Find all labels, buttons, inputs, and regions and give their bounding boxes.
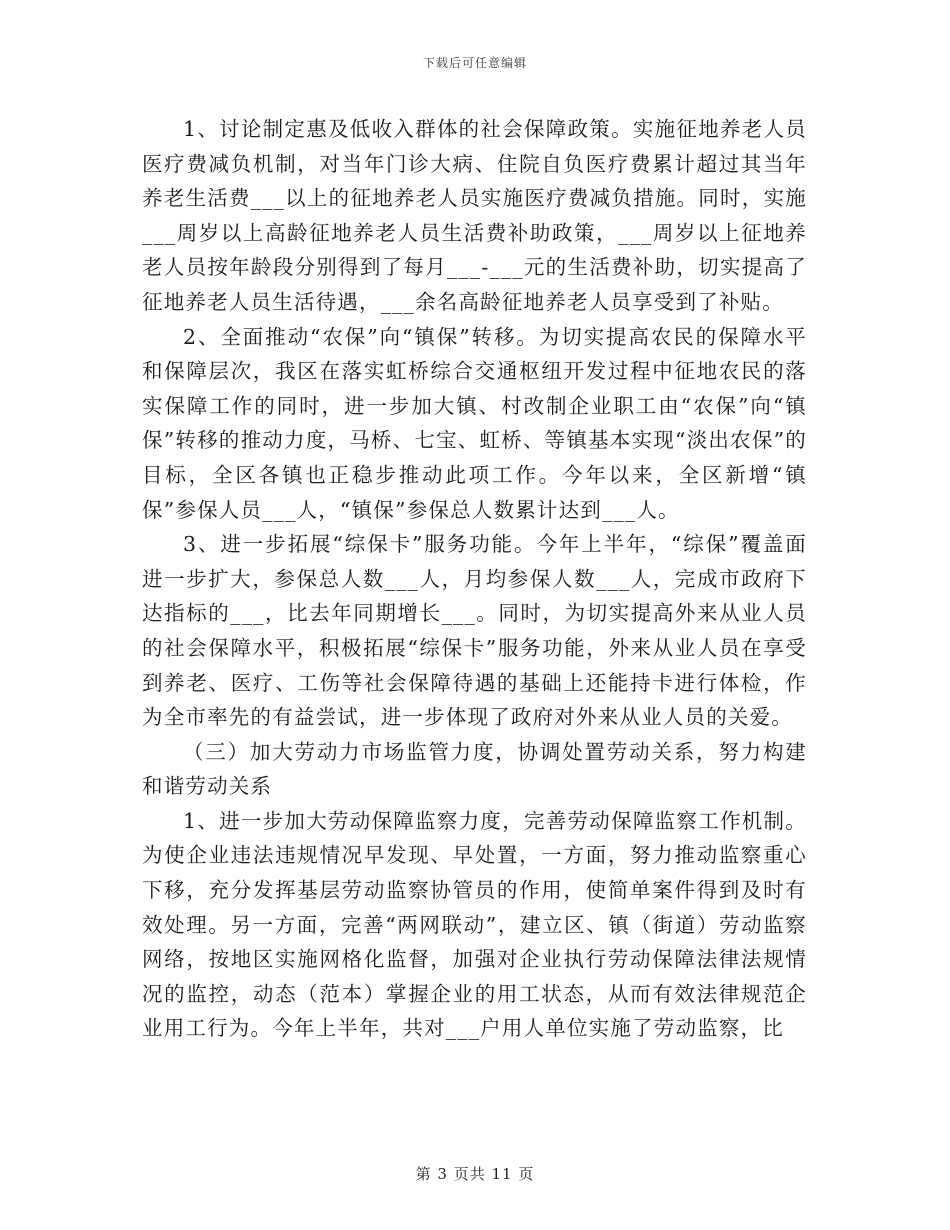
section-heading-labor-market: （三）加大劳动力市场监管力度，协调处置劳动关系，努力构建和谐劳动关系 <box>142 739 807 799</box>
page-header: 下载后可任意编辑 <box>422 56 527 70</box>
paragraph-zongbao-card: 3、进一步拓展“综保卡”服务功能。今年上半年，“综保”覆盖面进一步扩大，参保总人数___人，月均参保人数___人，完成市政府下达指标的___，比去年同期增长___。同时，为切实提高外来从业人员的社会保障水平，积极拓展“综保卡”服务功能，外来从业人员在享受到养老、医疗、工伤等社会保障待遇的基础上还能持卡进行体检，作为全市率先的有益尝试，进一步体现了政府对外来从业人员的关爱。 <box>142 532 807 730</box>
page-footer: 第 3 页共 11 页 <box>415 1165 535 1183</box>
paragraph-labor-inspection: 1、进一步加大劳动保障监察力度，完善劳动保障监察工作机制。为使企业违法违规情况早发现、早处置，一方面，努力推动监察重心下移，充分发挥基层劳动监察协管员的作用，使简单案件得到及时有效处理。另一方面，完善“两网联动”，建立区、镇（街道）劳动监察网络，按地区实施网格化监督，加强对企业执行劳动保障法律法规情况的监控，动态（范本）掌握企业的用工状态，从而有效法律规范企业用工行为。今年上半年，共对___户用人单位实施了劳动监察，比 <box>142 808 807 1041</box>
paragraph-nongbao-to-zhenbao: 2、全面推动“农保”向“镇保”转移。为切实提高农民的保障水平和保障层次，我区在落实虹桥综合交通枢纽开发过程中征地农民的落实保障工作的同时，进一步加大镇、村改制企业职工由“农保”向“镇保”转移的推动力度，马桥、七宝、虹桥、等镇基本实现“淡出农保”的目标，全区各镇也正稳步推动此项工作。今年以来，全区新增“镇保”参保人员___人，“镇保”参保总人数累计达到___人。 <box>142 324 807 522</box>
document-body <box>142 112 807 1046</box>
paragraph-low-income-security: 1、讨论制定惠及低收入群体的社会保障政策。实施征地养老人员医疗费减负机制，对当年门诊大病、住院自负医疗费累计超过其当年养老生活费___以上的征地养老人员实施医疗费减负措施。同时，实施___周岁以上高龄征地养老人员生活费补助政策，___周岁以上征地养老人员按年龄段分别得到了每月___-___元的生活费补助，切实提高了征地养老人员生活待遇，___余名高龄征地养老人员享受到了补贴。 <box>142 117 807 314</box>
